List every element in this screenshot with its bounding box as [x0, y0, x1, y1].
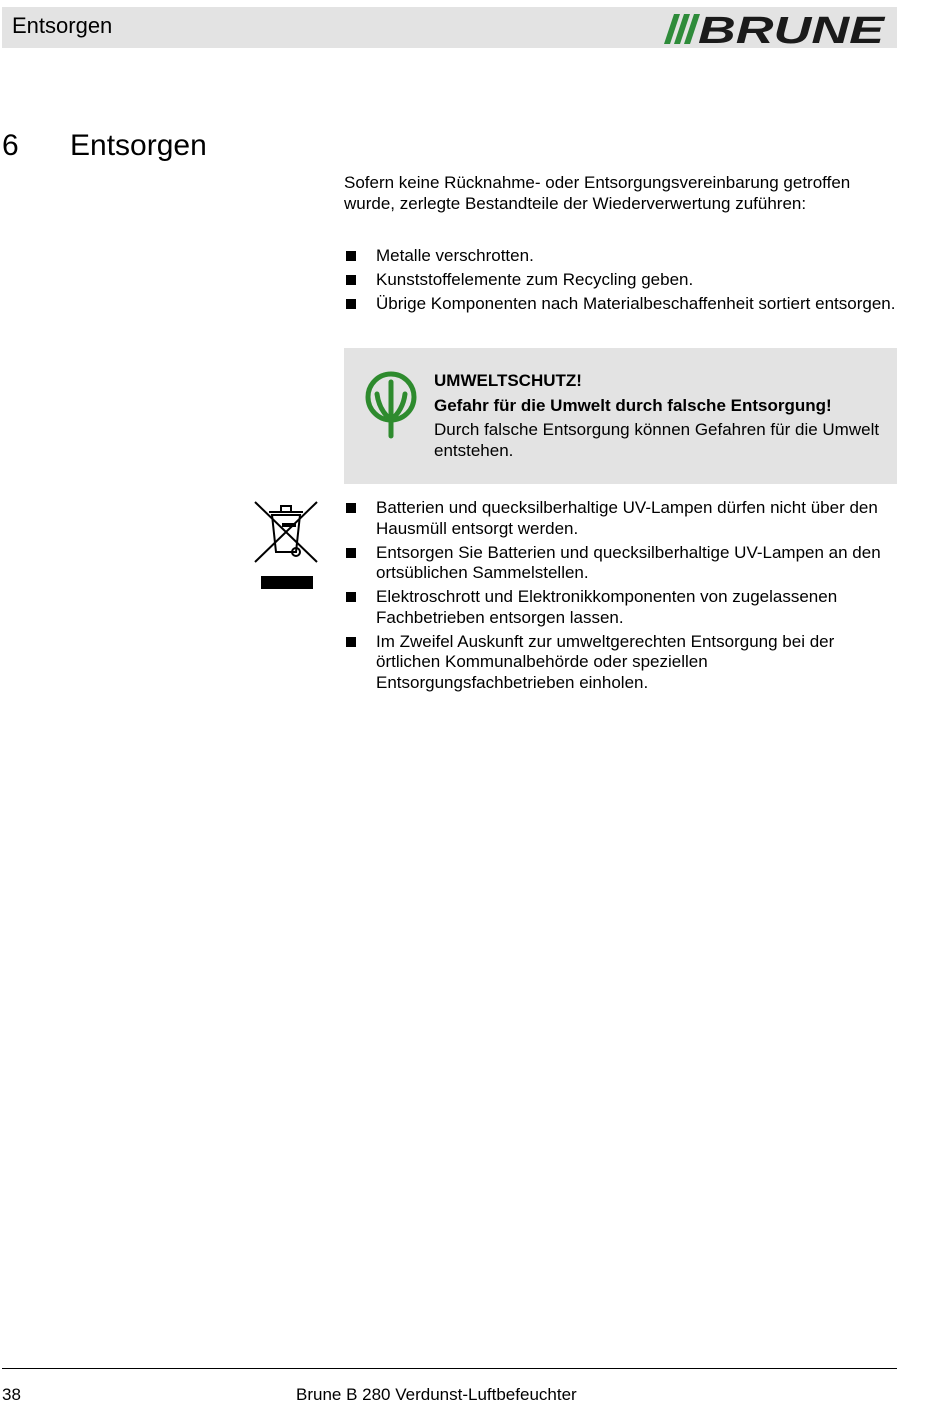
notice-subheading: Gefahr für die Umwelt durch falsche Entsorgung! [434, 396, 832, 415]
bullet-square-icon [346, 637, 356, 647]
notice-text [434, 368, 884, 461]
notice-heading: UMWELTSCHUTZ! [434, 371, 582, 390]
list-item [344, 498, 896, 539]
bullet-square-icon [346, 592, 356, 602]
section-title: Entsorgen [70, 129, 207, 162]
footer-product-name: Brune B 280 Verdunst-Luftbefeuchter [296, 1385, 577, 1404]
environment-notice [344, 348, 897, 484]
list-item-text: Elektroschrott und Elektronikkomponenten von zugelassenen Fachbetrieben entsorgen lassen. [376, 587, 838, 627]
battery-disposal-list [344, 498, 896, 697]
bullet-square-icon [346, 275, 356, 285]
environment-plant-icon [364, 370, 418, 440]
list-item [344, 246, 896, 267]
list-item-text: Kunststoffelemente zum Recycling geben. [376, 270, 694, 289]
list-item [344, 587, 896, 628]
list-item-text: Im Zweifel Auskunft zur umweltgerechten Entsorgung bei der örtlichen Kommunalbehörde oder speziellen Entsorgungsfachbetrieben einholen. [376, 631, 835, 692]
list-item-text: Metalle verschrotten. [376, 246, 534, 265]
bullet-square-icon [346, 251, 356, 261]
bullet-square-icon [346, 299, 356, 309]
brune-logo [662, 12, 888, 46]
list-item [344, 294, 896, 315]
bullet-square-icon [346, 548, 356, 558]
bullet-square-icon [346, 503, 356, 513]
list-item-text: Entsorgen Sie Batterien und quecksilberhaltige UV-Lampen an den ortsüblichen Sammelstellen. [376, 542, 881, 582]
list-item [344, 632, 896, 694]
header-title: Entsorgen [12, 13, 113, 38]
list-item-text: Übrige Komponenten nach Materialbeschaffenheit sortiert entsorgen. [376, 294, 896, 313]
page-number: 38 [2, 1385, 21, 1404]
list-item-text: Batterien und quecksilberhaltige UV-Lampen dürfen nicht über den Hausmüll entsorgt werden. [376, 498, 878, 538]
intro-paragraph: Sofern keine Rücknahme- oder Entsorgungsvereinbarung getroffen wurde, zerlegte Bestandteile der Wiederverwertung zuführen: [344, 173, 851, 213]
section-number: 6 [2, 129, 19, 162]
logo-text: BRUNE [698, 12, 887, 46]
footer-divider [2, 1368, 897, 1369]
notice-body: Durch falsche Entsorgung können Gefahren für die Umwelt entstehen. [434, 420, 880, 460]
crossed-out-bin-icon [253, 500, 319, 590]
recycling-list [344, 246, 896, 318]
list-item [344, 543, 896, 584]
list-item [344, 270, 896, 291]
